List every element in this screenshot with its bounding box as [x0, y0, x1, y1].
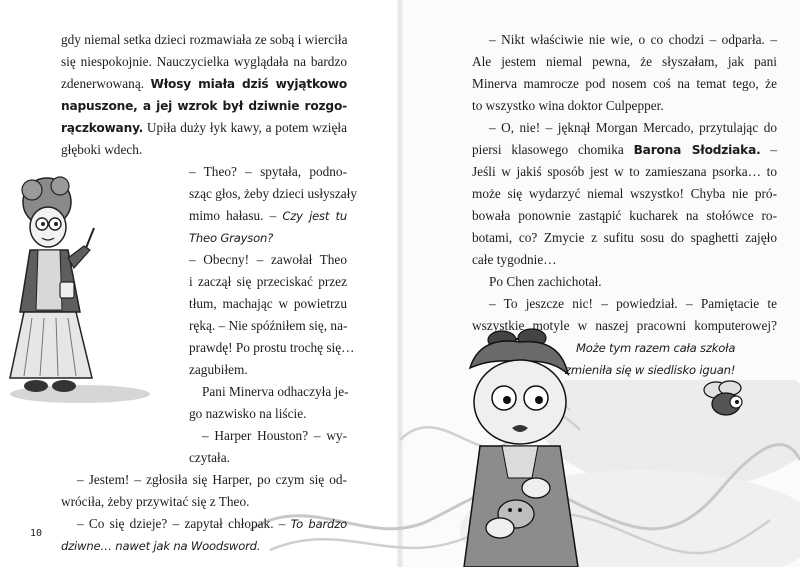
- text-segment: tłum, machając w powietrzu: [189, 296, 347, 311]
- text-segment: Pani Minerva odhaczyła je-: [202, 384, 349, 399]
- text-segment: – Theo? – spytała, podno-: [189, 164, 347, 179]
- text-segment: piersi klasowego chomika: [472, 142, 634, 157]
- text-line: [489, 120, 777, 136]
- text-line: [472, 142, 777, 158]
- text-segment: Czy jest tu: [282, 209, 347, 223]
- text-line: [189, 230, 273, 246]
- text-segment: ręką. – Nie spóźniłem się, na-: [189, 318, 348, 333]
- text-segment: botami, co? Zmycie z sufitu sosu do spaghetti zajęło: [472, 230, 777, 245]
- page-number: 10: [30, 528, 43, 539]
- text-line: [61, 76, 347, 92]
- text-line: [472, 54, 777, 70]
- text-line: [189, 274, 347, 290]
- text-segment: wróciła, żeby przywitać się z Theo.: [61, 494, 250, 509]
- text-line: [202, 384, 347, 400]
- text-segment: zagubiłem.: [189, 362, 248, 377]
- text-segment: Upiła duży łyk kawy, a potem wzięła: [143, 120, 347, 135]
- text-segment: czytała.: [189, 450, 230, 465]
- text-line: [189, 296, 347, 312]
- text-line: [189, 186, 357, 202]
- text-line: [565, 362, 735, 378]
- text-line: [189, 252, 347, 268]
- text-segment: wszystkie motyle w naszej pracowni komputerowej?: [472, 318, 777, 333]
- text-segment: Barona Słodziaka.: [633, 143, 761, 157]
- text-line: [61, 98, 347, 114]
- text-line: [189, 450, 230, 466]
- text-segment: i zaczął się przeciskać przez: [189, 274, 347, 289]
- text-segment: zdenerwowaną.: [61, 76, 151, 91]
- text-segment: Może tym razem cała szkoła: [576, 341, 736, 355]
- text-line: [472, 76, 777, 92]
- text-segment: go nazwisko na liście.: [189, 406, 307, 421]
- text-line: [189, 362, 248, 378]
- text-line: [61, 494, 249, 510]
- text-segment: – Jestem! – zgłosiła się Harper, po czym się od-: [77, 472, 347, 487]
- text-line: [472, 98, 664, 114]
- text-line: [472, 252, 557, 268]
- text-line: [472, 186, 777, 202]
- text-segment: – Co się dzieje? – zapytał chłopak. –: [77, 516, 291, 531]
- text-segment: może się wydarzyć niemal wszystko! Chyba nie pró-: [472, 186, 777, 201]
- text-segment: Ale jestem niemal pewna, że słyszałam, jak pani: [472, 54, 777, 69]
- text-segment: – Obecny! – zawołał Theo: [189, 252, 347, 267]
- text-segment: głęboki wdech.: [61, 142, 143, 157]
- text-segment: sząc głos, żeby dzieci usłyszały: [189, 186, 357, 201]
- text-segment: napuszone, a jej wzrok był dziwnie rozgo-: [61, 99, 347, 113]
- text-line: [472, 230, 777, 246]
- text-line: [61, 54, 347, 70]
- fly-robot-illustration: [700, 378, 750, 420]
- text-line: [202, 428, 347, 444]
- text-segment: gdy niemal setka dzieci rozmawiała ze sobą i wierciła: [61, 32, 348, 47]
- text-line: [61, 32, 347, 48]
- text-segment: To bardzo: [290, 517, 347, 531]
- text-line: [61, 142, 142, 158]
- text-segment: to wszystko wina doktor Culpepper.: [472, 98, 664, 113]
- text-segment: – To jeszcze nic! – powiedział. – Pamiętacie te: [489, 296, 777, 311]
- text-segment: prawdę! Po prostu trochę się…: [189, 340, 355, 355]
- text-line: [189, 340, 355, 356]
- text-line: [489, 296, 777, 312]
- text-line: [189, 208, 347, 224]
- text-segment: zmieniła się w siedlisko iguan!: [565, 363, 736, 377]
- text-segment: Po Chen zachichotał.: [489, 274, 602, 289]
- text-segment: Minerva mamrocze pod nosem coś na temat tego, że: [472, 76, 777, 91]
- teacher-illustration: [2, 172, 167, 404]
- text-line: [472, 318, 777, 334]
- text-line: [472, 208, 777, 224]
- text-segment: – Harper Houston? – wy-: [202, 428, 347, 443]
- text-segment: rączkowany.: [61, 121, 144, 135]
- text-segment: się niespokojnie. Nauczycielka wyglądała na bardzo: [61, 54, 347, 69]
- text-line: [489, 32, 777, 48]
- text-segment: Theo Grayson?: [189, 231, 274, 245]
- text-line: [489, 274, 602, 290]
- text-line: [77, 516, 347, 532]
- text-segment: dziwne… nawet jak na Woodsword.: [61, 539, 261, 553]
- text-line: [189, 406, 306, 422]
- text-segment: –: [760, 142, 777, 157]
- text-line: [576, 340, 735, 356]
- text-segment: mimo hałasu. –: [189, 208, 283, 223]
- text-line: [189, 164, 347, 180]
- text-line: [472, 164, 777, 180]
- text-line: [77, 472, 347, 488]
- text-segment: Włosy miała dziś wyjątkowo: [150, 77, 347, 91]
- text-segment: – O, nie! – jęknął Morgan Mercado, przytulając do: [489, 120, 777, 135]
- text-segment: całe tygodnie…: [472, 252, 557, 267]
- text-segment: Jeśli w jakiś sposób jest w to zamieszana psorka… to: [472, 164, 777, 179]
- text-segment: bowała ponownie zastąpić kucharek na stołówce ro-: [472, 208, 777, 223]
- text-line: [61, 120, 347, 136]
- text-segment: – Nikt właściwie nie wie, o co chodzi – odparła. –: [489, 32, 777, 47]
- text-line: [189, 318, 347, 334]
- text-line: [61, 538, 260, 554]
